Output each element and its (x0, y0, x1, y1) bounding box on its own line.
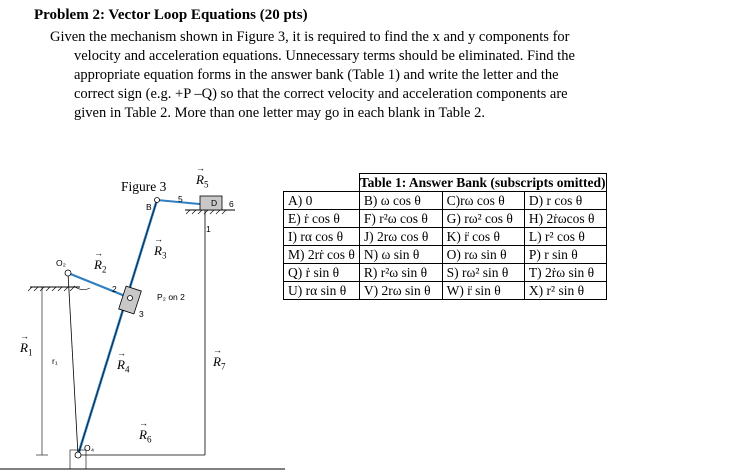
label-r1-small: r₁ (52, 356, 58, 366)
table-cell: E) ṙ cos θ (284, 210, 360, 228)
table-cell: I) rα cos θ (284, 228, 360, 246)
table-cell: V) 2rω sin θ (359, 282, 442, 300)
table-cell: R) r²ω sin θ (359, 264, 442, 282)
figure-3 (0, 160, 285, 472)
table-cell: U) rα sin θ (284, 282, 360, 300)
problem-statement (50, 28, 690, 123)
table-cell: X) r² sin θ (524, 282, 606, 300)
guide-hatch (186, 210, 226, 214)
label-p2: P₂ on 2 (157, 292, 185, 302)
table-cell: B) ω cos θ (359, 192, 442, 210)
table-row (284, 210, 607, 228)
vector-r4: R → $_4$ (117, 348, 130, 375)
table-cell: M) 2rṙ cos θ (284, 246, 360, 264)
table-row (284, 228, 607, 246)
label-link-2: 2 (112, 284, 117, 294)
table-cell: N) ω sin θ (359, 246, 442, 264)
table-cell: O) rω sin θ (442, 246, 524, 264)
o2-leg (68, 273, 78, 455)
table-row (284, 282, 607, 300)
table-row (284, 246, 607, 264)
statement-line-2: velocity and acceleration equations. Unnecessary terms should be eliminated. Find the (74, 48, 575, 64)
table-cell: C)rω cos θ (442, 192, 524, 210)
vector-r7: R → $_7$ (213, 345, 226, 372)
table-cell: A) 0 (284, 192, 360, 210)
table-title: Table 1: Answer Bank (subscripts omitted) (359, 174, 606, 190)
label-d: D (211, 198, 218, 208)
label-link-6: 6 (229, 199, 234, 209)
table-cell: J) 2rω cos θ (359, 228, 442, 246)
statement-line-4: correct sign (e.g. +P –Q) so that the correct velocity and acceleration components are (74, 86, 568, 102)
figure-caption: Figure 3 (121, 179, 167, 194)
problem-title: Problem 2: Vector Loop Equations (20 pts) (34, 7, 308, 23)
table-cell: G) rω² cos θ (442, 210, 524, 228)
table-row (284, 264, 607, 282)
table-cell: K) r̈ cos θ (442, 228, 524, 246)
ground-hatch-top (28, 287, 74, 291)
vector-r6: R → $_6$ (139, 418, 152, 445)
vector-r3: R → $_3$ (154, 234, 167, 261)
table-cell: S) rω² sin θ (442, 264, 524, 282)
label-link-1: 1 (206, 224, 211, 234)
statement-line-3: appropriate equation forms in the answer bank (Table 1) and write the letter and the (74, 67, 559, 83)
vector-r5: R → $_5$ (196, 163, 209, 190)
table-cell: L) r² cos θ (524, 228, 606, 246)
vector-r2: R → $_2$ (94, 248, 107, 275)
label-link-5: 5 (178, 194, 183, 204)
label-link-3: 3 (139, 309, 144, 319)
statement-line-5: given in Table 2. More than one letter may go in each blank in Table 2. (74, 105, 485, 121)
table-cell: W) r̈ sin θ (442, 282, 524, 300)
table-cell: H) 2ṙωcos θ (524, 210, 606, 228)
table-cell: Q) ṙ sin θ (284, 264, 360, 282)
statement-line-1: Given the mechanism shown in Figure 3, it is required to find the x and y components for (50, 29, 570, 45)
label-b: B (146, 202, 152, 212)
label-o4: O₄ (84, 443, 95, 453)
table-cell: T) 2ṙω sin θ (524, 264, 606, 282)
label-o2: O₂ (56, 258, 66, 268)
table-cell: F) r²ω cos θ (359, 210, 442, 228)
answer-bank-table (283, 173, 607, 300)
crank-link (68, 273, 130, 298)
table-row (284, 192, 607, 210)
table-cell: P) r sin θ (524, 246, 606, 264)
table-cell: D) r cos θ (524, 192, 606, 210)
vector-r1: R → $_1$ (20, 331, 33, 358)
